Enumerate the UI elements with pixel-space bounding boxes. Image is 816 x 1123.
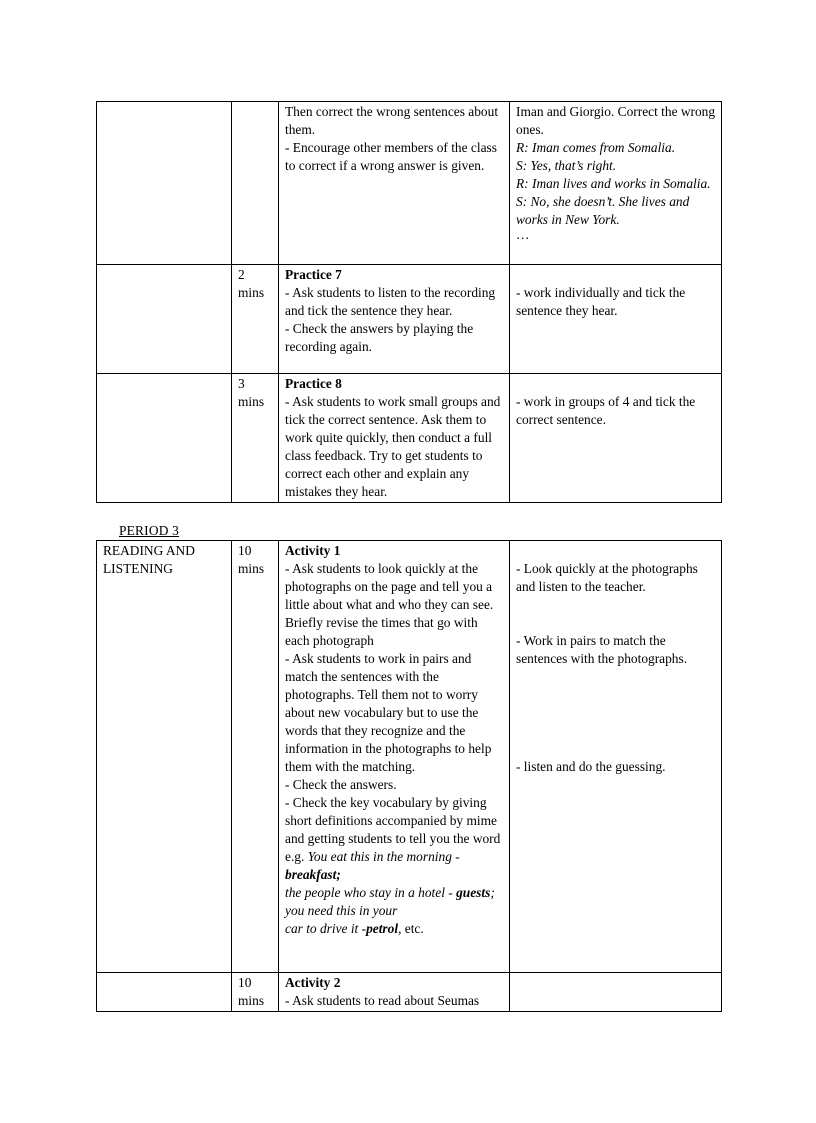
student-instruction: - work individually and tick the sentence they hear. (516, 285, 686, 318)
teacher-instruction: - Check the key vocabulary by giving short definitions accompanied by mime and getting students to tell you the word (285, 795, 501, 846)
example-word: petrol (366, 921, 399, 936)
teacher-instruction: - Encourage other members of the class to correct if a wrong answer is given. (285, 140, 497, 173)
student-instruction: - work in groups of 4 and tick the correct sentence. (516, 394, 696, 427)
example-word: guests (456, 885, 491, 900)
stage-cell (97, 973, 232, 1012)
student-activity-cell (510, 973, 722, 1012)
table-row (97, 374, 722, 503)
teacher-instruction: - Check the answers by playing the recording again. (285, 321, 474, 354)
time-cell: 3 mins (232, 374, 279, 503)
teacher-instruction: Then correct the wrong sentences about them. (285, 104, 499, 137)
time-cell (232, 102, 279, 265)
teacher-instruction: - Ask students to work in pairs and match the sentences with the photographs. Tell them not to worry about new vocabulary but to use the words that they recognize and the information in the photographs to help them with the matching. (285, 651, 492, 774)
student-activity-cell (510, 265, 722, 374)
dialogue-line: R: Iman comes from Somalia. (516, 140, 676, 155)
teacher-instruction: - Ask students to look quickly at the photographs on the page and tell you a little about what and who they can see. Briefly revise the times that go with each photograph (285, 561, 494, 648)
teacher-activity-cell (279, 265, 510, 374)
lesson-table-period-3 (96, 540, 722, 1012)
student-instruction: - Look quickly at the photographs and listen to the teacher. (516, 561, 698, 594)
example-definition: You eat this in the morning - (307, 849, 460, 864)
activity-heading: Practice 7 (285, 267, 342, 282)
example-definition: the people who stay in a hotel - (285, 885, 457, 900)
example-word: breakfast; (285, 867, 341, 882)
table-row (97, 102, 722, 265)
student-activity-cell (510, 102, 722, 265)
student-activity-cell (510, 374, 722, 503)
activity-heading: Activity 2 (285, 975, 341, 990)
period-label: PERIOD 3 (119, 523, 180, 538)
time-cell: 10 mins (232, 973, 279, 1012)
vocabulary-examples (285, 848, 505, 938)
example-suffix: , etc. (398, 921, 424, 936)
time-cell: 2 mins (232, 265, 279, 374)
stage-cell (97, 374, 232, 503)
teacher-instruction: - Ask students to listen to the recording and tick the sentence they hear. (285, 285, 496, 318)
table-row (97, 973, 722, 1012)
teacher-instruction: - Ask students to work small groups and tick the correct sentence. Ask them to work quite quickly, then conduct a full class feedback. Try to get students to correct each other and explain any mistakes they hear. (285, 394, 501, 499)
teacher-instruction: - Ask students to read about Seumas (285, 993, 480, 1008)
teacher-activity-cell (279, 374, 510, 503)
stage-cell (97, 102, 232, 265)
stage-cell: READING AND LISTENING (97, 541, 232, 973)
teacher-activity-cell (279, 102, 510, 265)
table-row (97, 265, 722, 374)
student-instruction: - listen and do the guessing. (516, 759, 666, 774)
student-activity-cell (510, 541, 722, 973)
teacher-activity-cell (279, 541, 510, 973)
student-instruction: - Work in pairs to match the sentences with the photographs. (516, 633, 688, 666)
example-punctuation: ; (490, 885, 495, 900)
example-definition: you need this in your (285, 903, 398, 918)
example-definition: car to drive it - (285, 921, 367, 936)
activity-heading: Activity 1 (285, 543, 341, 558)
example-prefix: e.g. (285, 849, 308, 864)
dialogue-line: R: Iman lives and works in Somalia. (516, 176, 711, 191)
teacher-activity-cell (279, 973, 510, 1012)
student-instruction: Iman and Giorgio. Correct the wrong ones. (516, 104, 716, 137)
teacher-instruction: - Check the answers. (285, 777, 397, 792)
dialogue-line: S: Yes, that’s right. (516, 158, 617, 173)
dialogue-line: S: No, she doesn’t. She lives and works in New York. (516, 194, 690, 227)
time-cell: 10 mins (232, 541, 279, 973)
table-row (97, 541, 722, 973)
lesson-table-continued (96, 101, 722, 503)
stage-cell (97, 265, 232, 374)
activity-heading: Practice 8 (285, 376, 342, 391)
ellipsis: … (516, 227, 530, 242)
